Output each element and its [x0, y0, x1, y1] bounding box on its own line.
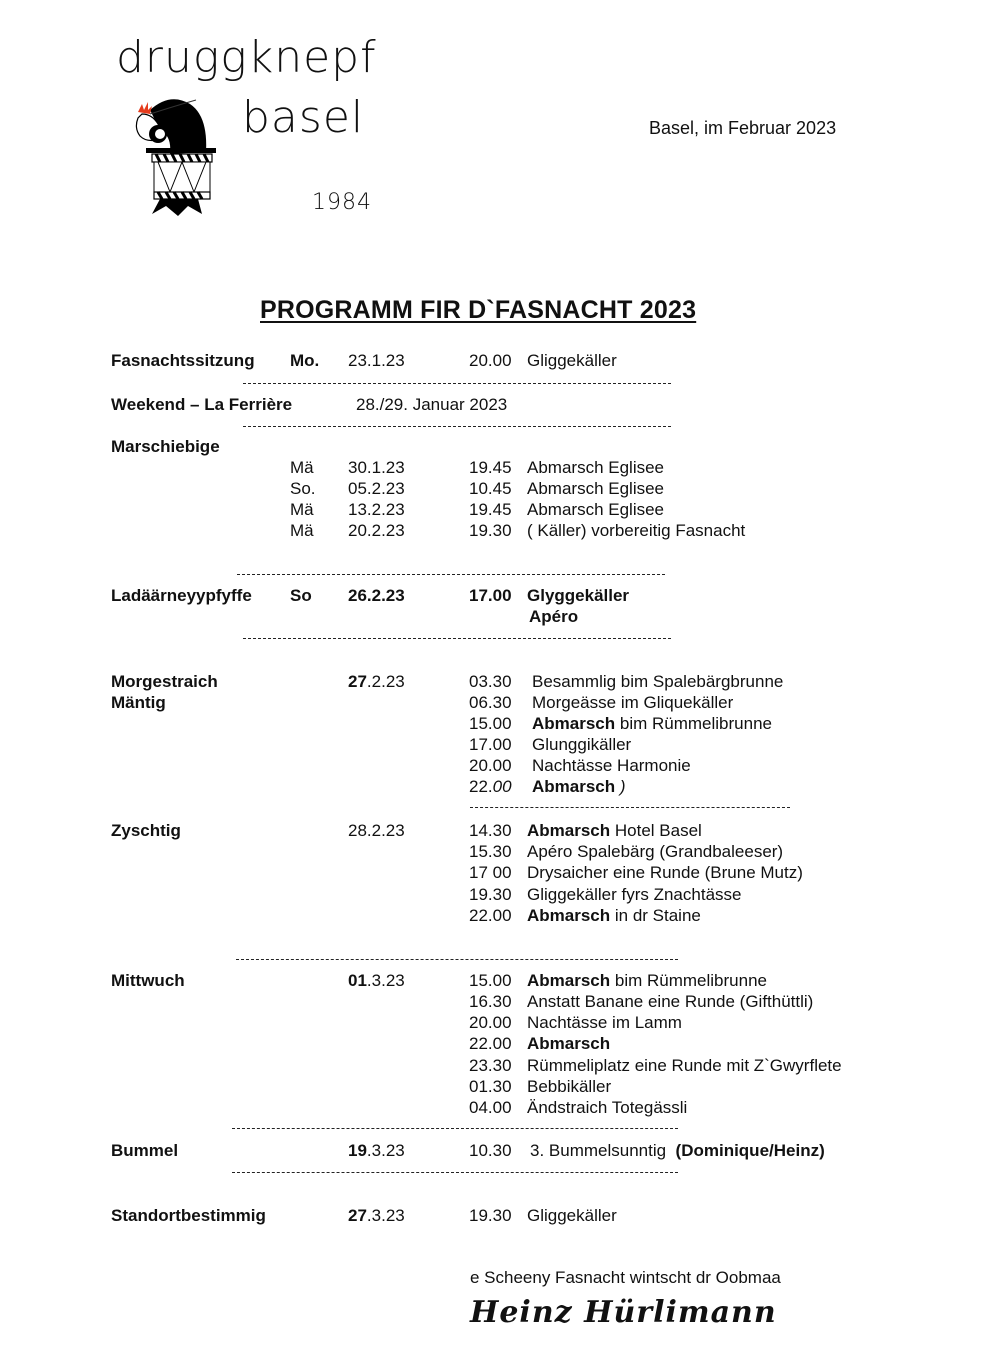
event-desc — [527, 970, 767, 991]
event-label: Standortbestimmig — [111, 1206, 266, 1225]
event-time: 20.00 — [469, 351, 512, 370]
event-date: 23.1.23 — [348, 351, 405, 370]
desc-text: Nachtässe Harmonie — [532, 756, 691, 775]
event-day: So — [290, 586, 312, 605]
event-date — [348, 1140, 405, 1161]
event-time: 19.45 — [469, 458, 512, 477]
event-desc: Gliggekäller — [527, 351, 617, 370]
desc-bold: Abmarsch — [532, 714, 616, 733]
desc-bold: Abmarsch — [532, 777, 616, 796]
desc-text: ) — [615, 777, 626, 796]
event-time: 10.30 — [469, 1141, 512, 1160]
event-time: 20.00 — [469, 1013, 512, 1032]
event-desc: Abmarsch Eglisee — [527, 500, 665, 519]
event-desc: Abmarsch Eglisee — [527, 458, 665, 477]
event-time: 10.45 — [469, 479, 512, 498]
event-desc — [532, 734, 631, 755]
divider — [237, 574, 665, 575]
event-time: 17.00 — [469, 586, 512, 605]
event-desc — [532, 692, 733, 713]
date-day: 27 — [348, 1206, 367, 1225]
event-label-2: Mäntig — [111, 693, 166, 712]
divider — [232, 1128, 678, 1129]
event-desc: Drysaicher eine Runde (Brune Mutz) — [527, 863, 803, 882]
event-label: Weekend – La Ferrière — [111, 395, 293, 414]
date-rest: .3.23 — [366, 1141, 405, 1160]
signature: Heinz Hürlimann — [470, 1295, 777, 1330]
event-desc — [532, 755, 691, 776]
page-title: PROGRAMM FIR D`FASNACHT 2023 — [260, 296, 697, 324]
event-desc: ( Käller) vorbereitig Fasnacht — [527, 521, 746, 540]
event-time: 20.00 — [469, 756, 512, 775]
event-desc: Nachtässe im Lamm — [527, 1013, 682, 1032]
divider — [243, 638, 671, 639]
event-date: 20.2.23 — [348, 521, 405, 540]
event-day: Mä — [290, 500, 314, 519]
divider — [243, 426, 671, 427]
event-date: 26.2.23 — [348, 586, 405, 605]
desc-text: Hotel Basel — [610, 821, 702, 840]
event-date: 05.2.23 — [348, 479, 405, 498]
event-time: 19.30 — [469, 1206, 512, 1225]
event-date — [348, 671, 405, 692]
time-hour: 22. — [469, 777, 493, 796]
event-day: Mä — [290, 458, 314, 477]
event-desc: Ändstraich Totegässli — [527, 1098, 688, 1117]
event-label: Marschiebige — [111, 437, 220, 456]
event-desc: Abmarsch Eglisee — [527, 479, 665, 498]
event-day: Mo. — [290, 351, 320, 370]
date-day: 01 — [348, 971, 367, 990]
event-date — [348, 970, 405, 991]
event-desc: Anstatt Banane eine Runde (Gifthüttli) — [527, 992, 814, 1011]
event-desc — [532, 776, 626, 797]
desc-bold: Abmarsch — [527, 906, 611, 925]
desc-text: in dr Staine — [610, 906, 701, 925]
event-time: 16.30 — [469, 992, 512, 1011]
event-time: 19.30 — [469, 521, 512, 540]
event-desc — [527, 905, 701, 926]
event-label: Bummel — [111, 1141, 179, 1160]
event-desc: Gliggekäller — [527, 1206, 617, 1225]
logo-wordmark-bottom: basel — [242, 92, 365, 143]
date-rest: .3.23 — [366, 971, 405, 990]
event-time: 04.00 — [469, 1098, 512, 1117]
desc-bold: (Dominique/Heinz) — [675, 1141, 825, 1160]
divider — [236, 959, 678, 960]
event-desc: Abmarsch — [527, 1034, 611, 1053]
logo-year: 1984 — [312, 190, 372, 215]
event-time: 23.30 — [469, 1056, 512, 1075]
event-label: Ladäärneyypfyffe — [111, 586, 252, 605]
event-desc: Apéro Spalebärg (Grandbaleeser) — [527, 842, 784, 861]
event-time: 22.00 — [469, 1034, 512, 1053]
time-minute: 00 — [492, 777, 512, 796]
event-time: 14.30 — [469, 821, 512, 840]
event-date — [348, 1205, 405, 1226]
event-desc — [527, 820, 702, 841]
event-desc — [530, 1140, 825, 1161]
event-desc — [532, 671, 783, 692]
event-time: 15.00 — [469, 971, 512, 990]
event-time: 22.00 — [469, 906, 512, 925]
event-day: So. — [290, 479, 316, 498]
desc-text: bim Rümmelibrunne — [615, 714, 772, 733]
event-time — [469, 776, 512, 797]
event-time: 17 00 — [469, 863, 512, 882]
event-label: Zyschtig — [111, 821, 181, 840]
event-date: 13.2.23 — [348, 500, 405, 519]
closing-greeting: e Scheeny Fasnacht wintscht dr Oobmaa — [470, 1268, 781, 1287]
event-time: 03.30 — [469, 672, 512, 691]
date-rest: .2.23 — [366, 672, 405, 691]
divider — [232, 1172, 678, 1173]
event-desc — [532, 713, 772, 734]
desc-text: bim Rümmelibrunne — [610, 971, 767, 990]
event-time: 15.00 — [469, 714, 512, 733]
event-date: 30.1.23 — [348, 458, 405, 477]
date-rest: .3.23 — [366, 1206, 405, 1225]
event-time: 19.45 — [469, 500, 512, 519]
event-desc: Bebbikäller — [527, 1077, 612, 1096]
event-desc: Gliggekäller fyrs Znachtässe — [527, 885, 742, 904]
drummer-figure-icon — [130, 92, 242, 216]
desc-bold: Abmarsch — [527, 971, 611, 990]
divider — [470, 807, 790, 808]
event-time: 17.00 — [469, 735, 512, 754]
desc-bold: Abmarsch — [527, 821, 611, 840]
logo-wordmark-top: druggknepf — [116, 32, 377, 83]
desc-text: Glunggikäller — [532, 735, 632, 754]
date-day: 19 — [348, 1141, 367, 1160]
event-day: Mä — [290, 521, 314, 540]
event-date: 28.2.23 — [348, 821, 405, 840]
event-label: Fasnachtssitzung — [111, 351, 255, 370]
divider — [243, 383, 671, 384]
event-time: 06.30 — [469, 693, 512, 712]
place-date: Basel, im Februar 2023 — [649, 118, 837, 138]
event-label: Mittwuch — [111, 971, 185, 990]
date-day: 27 — [348, 672, 367, 691]
event-date: 28./29. Januar 2023 — [356, 395, 508, 414]
desc-text: Morgeässe im Gliquekäller — [532, 693, 734, 712]
event-time: 01.30 — [469, 1077, 512, 1096]
event-desc: Glyggekäller — [527, 586, 630, 605]
desc-text: Besammlig bim Spalebärgbrunne — [532, 672, 784, 691]
event-desc: Rümmeliplatz eine Runde mit Z`Gwyrflete — [527, 1056, 842, 1075]
event-time: 15.30 — [469, 842, 512, 861]
desc-text: 3. Bummelsunntig — [530, 1141, 667, 1160]
event-label: Morgestraich — [111, 672, 218, 691]
event-time: 19.30 — [469, 885, 512, 904]
event-desc-2: Apéro — [529, 607, 579, 626]
